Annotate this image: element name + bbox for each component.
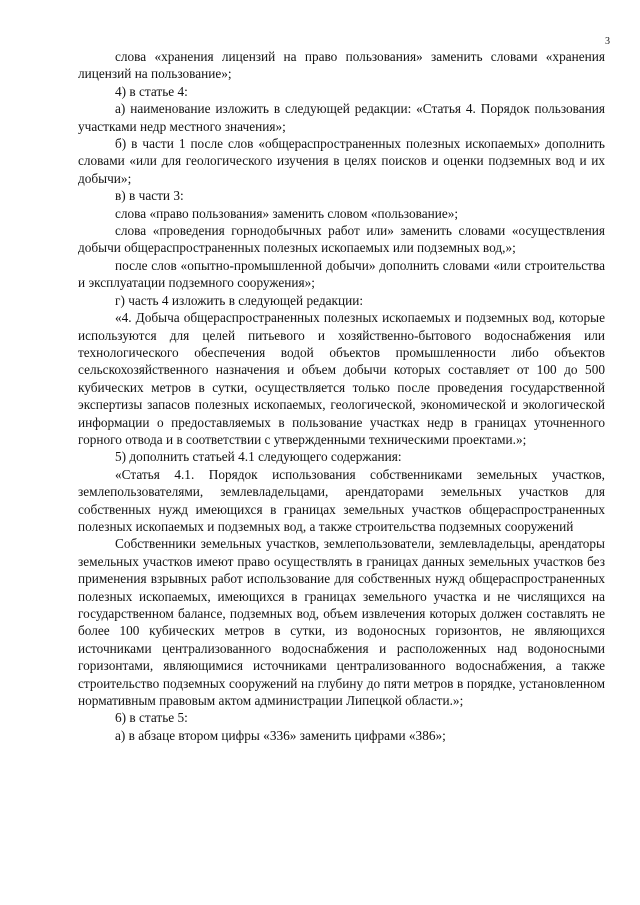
paragraph: слова «проведения горнодобычных работ или» заменить словами «осуществления добычи общераспространенных полезных ископаемых или подземных вод,»; xyxy=(78,223,605,256)
paragraph: 6) в статье 5: xyxy=(115,710,188,726)
paragraph: слова «хранения лицензий на право пользования» заменить словами «хранения лицензий на пользование»; xyxy=(78,49,605,82)
paragraph: «4. Добыча общераспространенных полезных ископаемых и подземных вод, которые используются для целей питьевого и хозяйственно-бытового водоснабжения или технологического обеспечения водой объектов промышленности либо объектов сельскохозяйственного назначения и объем добычи которых составляет от 100 до 500 кубических метров в сутки, осуществляется только после проведения государственной экспертизы запасов полезных ископаемых, геологической, экономической и экологической информации о предоставляемых в пользование участках недр в границах уточненного горного отвода и в соответствии с утвержденными техническими проектами.»; xyxy=(78,310,605,447)
paragraph: после слов «опытно-промышленной добычи» дополнить словами «или строительства и эксплуатации подземного сооружения»; xyxy=(78,257,605,291)
paragraph: «Статья 4.1. Порядок использования собственниками земельных участков, землепользователями, землевладельцами, арендаторами земельных участков для собственных нужд имеющихся в границах земельных участков общераспространенных полезных ископаемых и подземных вод, а также строительства подземных сооружений xyxy=(78,466,605,534)
paragraph: б) в части 1 после слов «общераспространенных полезных ископаемых» дополнить словами «или для геологического изучения в целях поисков и оценки подземных вод и их добычи»; xyxy=(78,136,605,186)
document-body xyxy=(78,48,605,744)
paragraph: а) в абзаце втором цифры «336» заменить цифрами «386»; xyxy=(115,727,446,743)
paragraph: а) наименование изложить в следующей редакции: «Статья 4. Порядок пользования участками недр местного значения»; xyxy=(78,101,605,134)
paragraph: 5) дополнить статьей 4.1 следующего содержания: xyxy=(115,449,402,465)
paragraph: 4) в статье 4: xyxy=(115,83,188,99)
paragraph: в) в части 3: xyxy=(115,188,184,204)
paragraph: слова «право пользования» заменить словом «пользование»; xyxy=(115,205,459,221)
page-number: 3 xyxy=(605,36,610,47)
paragraph: Собственники земельных участков, землепользователи, землевладельцы, арендаторы земельных участков имеют право осуществлять в границах данных земельных участков без применения взрывных работ использование для собственных нужд общераспространенных полезных ископаемых, имеющихся в границах земельного участка и не числящихся на государственном балансе, подземных вод, объем извлечения которых должен составлять не более 100 кубических метров в сутки, из водоносных горизонтов, не являющихся источниками централизованного водоснабжения и расположенных над водоносными горизонтами, являющимися источниками централизованного водоснабжения, а также строительство подземных сооружений на глубину до пяти метров в порядке, установленном нормативным правовым актом администрации Липецкой области.»; xyxy=(78,536,605,709)
paragraph: г) часть 4 изложить в следующей редакции: xyxy=(115,292,364,308)
